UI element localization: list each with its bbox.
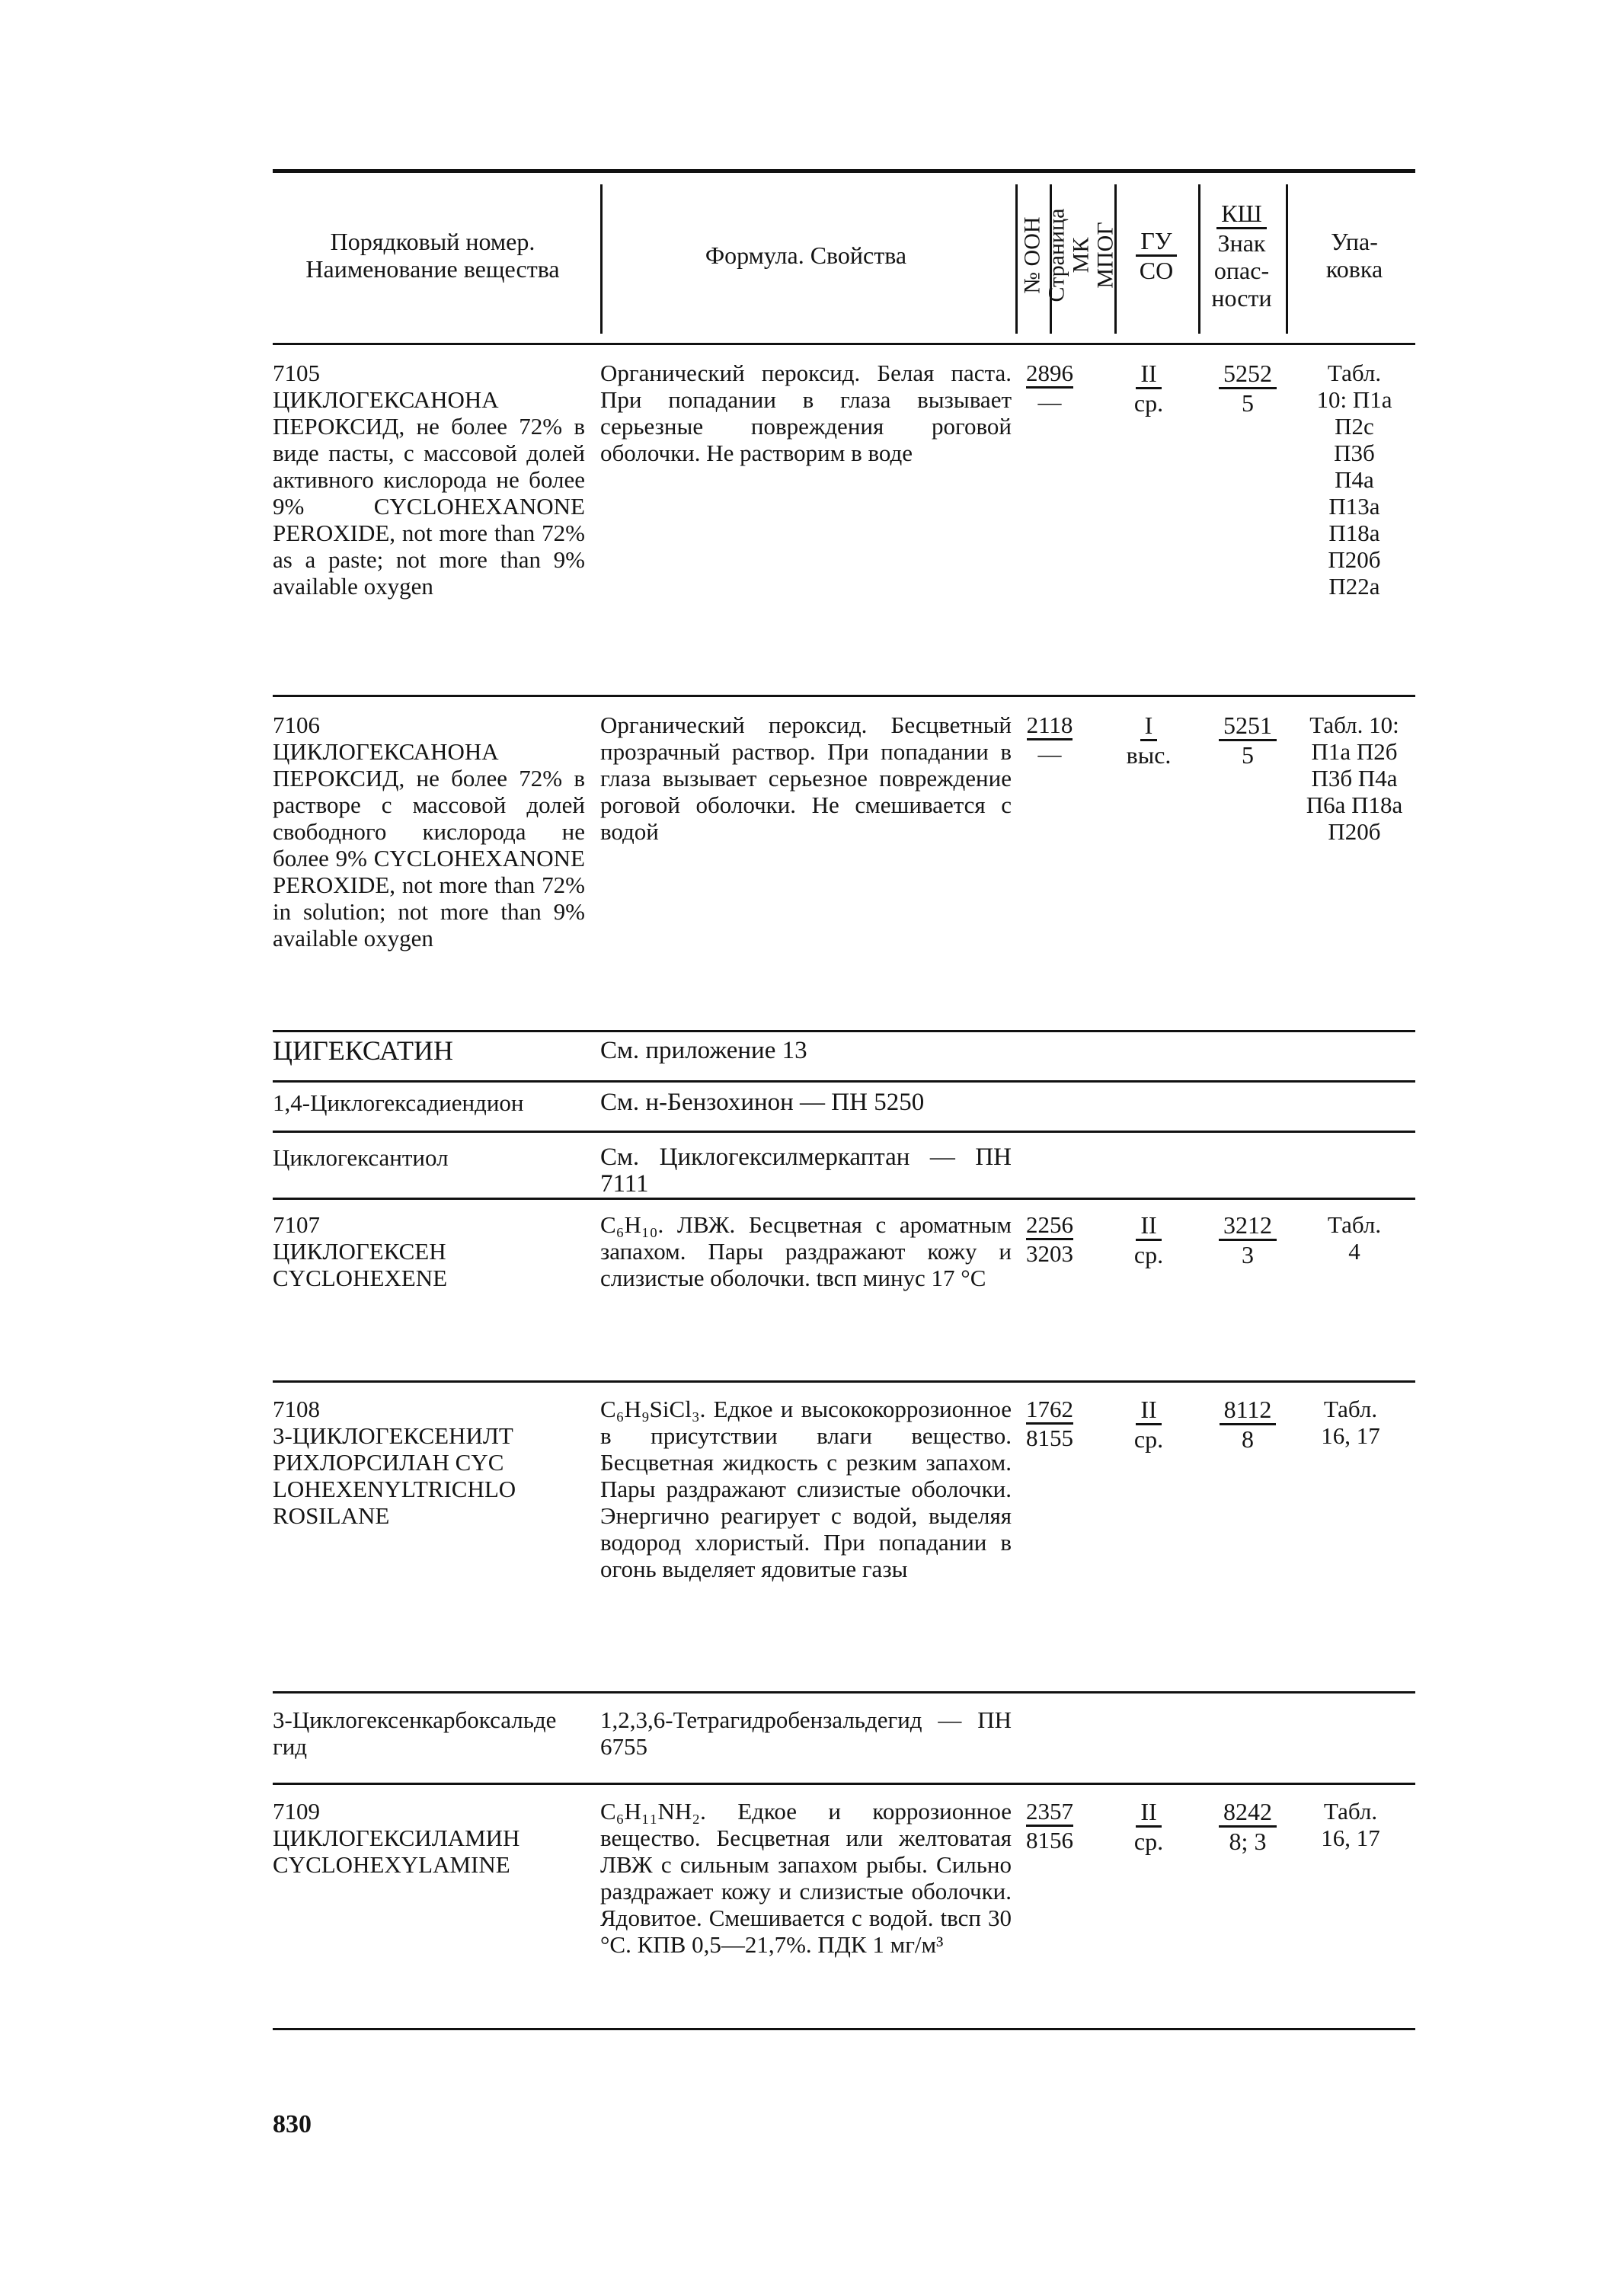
row-rule: [273, 1131, 1415, 1133]
entry-name: ЦИКЛОГЕКСИЛАМИН CYCLOHEXYLAMINE: [273, 1825, 520, 1878]
row-rule: [273, 1783, 1415, 1785]
un-number: 2357 8156: [1026, 1798, 1073, 1853]
entry-reference: См. приложение 13: [600, 1037, 807, 1064]
gu-so: II ср.: [1133, 360, 1164, 417]
header-name: Порядковый номер. Наименование вещества: [305, 228, 560, 283]
header-un: № ООН: [1020, 216, 1045, 294]
ksh-sign: $\frac{8112}{8}$: [1210, 1396, 1286, 1453]
entry-number: 7107: [273, 1211, 320, 1238]
substance-name: [273, 712, 585, 951]
header-gu: $\frac{ГУ}{СО}$: [1118, 175, 1194, 335]
substance-name: [273, 1798, 585, 1878]
row-rule: [273, 1030, 1415, 1032]
entry-reference: 1,2,3,6-Тетрагидробензальдегид — ПН 6755: [600, 1706, 1012, 1760]
ksh-sign: $\frac{3212}{3}$: [1210, 1211, 1286, 1268]
entry-reference: См. Циклогексилмеркаптан — ПН 7111: [600, 1143, 1012, 1198]
header-bottom-rule: [273, 343, 1415, 345]
entry-properties: Органический пероксид. Бесцветный прозрачный раствор. При попадании в глаза вызывает серьезное повреждение роговой оболочки. Не смешивается с водой: [600, 712, 1012, 845]
header-pack: Упа-ковка: [1325, 228, 1383, 283]
entry-name: ЦИКЛОГЕКСЕН CYCLOHEXENE: [273, 1238, 448, 1291]
ksh-sign: $\frac{8242}{8; 3}$: [1210, 1798, 1286, 1855]
un-number: 2896 —: [1026, 360, 1073, 415]
substance-name: [273, 1211, 585, 1291]
un-number: 2118 —: [1026, 712, 1073, 767]
entry-name: Циклогексантиол: [273, 1144, 449, 1171]
entry-number: 7108: [273, 1396, 320, 1422]
header-formula: Формула. Свойства: [705, 241, 907, 269]
entry-name: 3-Циклогексенкарбоксальдегид: [273, 1706, 557, 1760]
packaging: Табл. 16, 17: [1321, 1396, 1380, 1449]
page-number: 830: [273, 2110, 312, 2138]
entry-number: 7109: [273, 1798, 320, 1825]
entry-name: ЦИКЛОГЕКСАНОНА ПЕРОКСИД, не более 72% в растворе с массовой долей свободного кислорода не более 9% CYCLOHEXANONE PEROXIDE, not more than 72% in solution; not more than 9% available oxygen: [273, 738, 585, 951]
entry-properties: C₆H₁₁NH₂. Едкое и коррозионное вещество. Бесцветная или желтоватая ЛВЖ с сильным запахом рыбы. Сильно раздражает кожу и слизистые оболочки. Ядовитое. Смешивается с водой. tвсп 30 °С. КПВ 0,5—21,7%. ПДК 1 мг/м³: [600, 1798, 1012, 1958]
ksh-sign: $\frac{5252}{5}$: [1210, 360, 1286, 417]
ksh-sign: $\frac{5251}{5}$: [1210, 712, 1286, 769]
entry-properties: C₆H₉SiCl₃. Едкое и высококоррозионное в присутствии влаги вещество. Бесцветная жидкость с резким запахом. Пары раздражают слизистые оболочки. Энергично реагирует с водой, выделяя водород хлористый. При попадании в огонь выделяет ядовитые газы: [600, 1396, 1012, 1582]
un-number: 1762 8155: [1026, 1396, 1073, 1451]
row-rule: [273, 695, 1415, 697]
entry-properties: Органический пероксид. Белая паста. При попадании в глаза вызывает серьезные повреждения роговой оболочки. Не растворим в воде: [600, 360, 1012, 466]
entry-number: 7105: [273, 360, 320, 386]
table-top-rule: [273, 169, 1415, 173]
table-header: [273, 175, 1415, 335]
un-number: 2256 3203: [1026, 1211, 1073, 1267]
packaging: Табл. 10: П1а П2с П3б П4а П13а П18а П20б П22а: [1316, 360, 1392, 600]
entry-number: 7106: [273, 712, 320, 738]
entry-name: ЦИГЕКСАТИН: [273, 1035, 453, 1066]
packaging: Табл. 4: [1327, 1211, 1382, 1265]
packaging: Табл. 10: П1а П2б П3б П4а П6а П18а П20б: [1306, 712, 1403, 845]
substance-name: [273, 360, 585, 600]
gu-so: I выс.: [1126, 712, 1172, 769]
table-bottom-rule: [273, 2028, 1415, 2030]
entry-name: ЦИКЛОГЕКСАНОНА ПЕРОКСИД, не более 72% в виде пасты, с массовой долей активного кислорода не более 9% CYCLOHEXANONE PEROXIDE, not more than 72% as a paste; not more than 9% available oxygen: [273, 386, 585, 600]
row-rule: [273, 1380, 1415, 1383]
row-rule: [273, 1691, 1415, 1694]
gu-so: II ср.: [1133, 1396, 1164, 1453]
substance-name: [273, 1396, 585, 1529]
gu-so: II ср.: [1133, 1798, 1164, 1855]
entry-reference: См. н-Бензохинон — ПН 5250: [600, 1089, 925, 1116]
packaging: Табл. 16, 17: [1321, 1798, 1380, 1851]
entry-properties: C₆H₁₀. ЛВЖ. Бесцветная с ароматным запахом. Пары раздражают кожу и слизистые оболочки. tвсп минус 17 °С: [600, 1211, 1012, 1291]
gu-so: II ср.: [1133, 1211, 1164, 1268]
header-page: Страница МК МПОГ: [1044, 208, 1118, 302]
row-rule: [273, 1198, 1415, 1200]
entry-name: 1,4-Циклогексадиендион: [273, 1089, 524, 1116]
header-ksh: $\frac{КШ}{\text{Знак опас-ности}}$: [1211, 199, 1272, 312]
entry-name: 3-ЦИКЛОГЕКСЕНИЛТРИХЛОРСИЛАН CYCLOHEXENYLTRICHLOROSILANE: [273, 1422, 516, 1529]
row-rule: [273, 1080, 1415, 1083]
